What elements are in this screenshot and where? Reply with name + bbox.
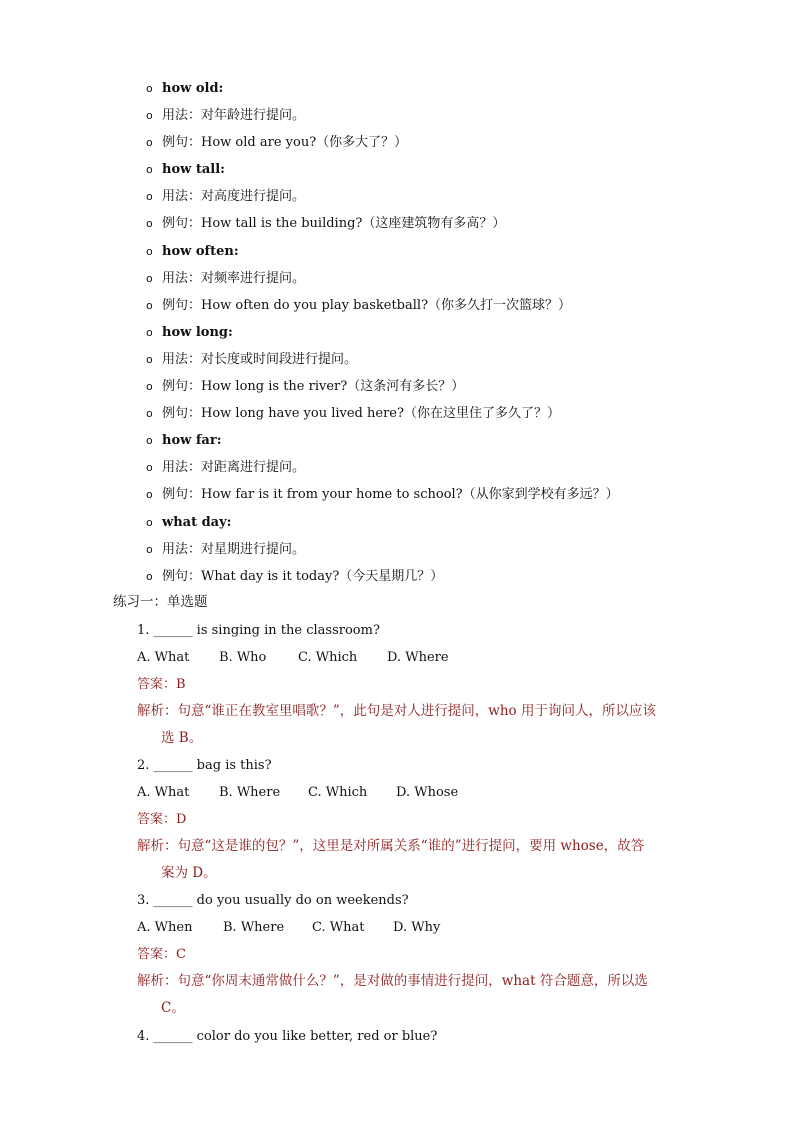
bullet-mark: o: [146, 515, 153, 529]
list-item: o 用法：对年龄进行提问。: [146, 108, 306, 124]
list-item: o 例句：How far is it from your home to school?（从你家到学校有多远？）: [146, 487, 619, 503]
list-item: o how often:: [146, 243, 239, 259]
list-item: o 例句：What day is it today?（今天星期几？）: [146, 568, 444, 584]
bullet-mark: o: [146, 82, 153, 95]
analysis-text: 解析：句意“这是谁的包？”，这里是对所属关系“谁的”进行提问，要用 whose，故答 案为 D。: [137, 838, 645, 881]
option-c: C. Which: [308, 785, 368, 800]
list-item: o 例句：How long is the river?（这条河有多长？）: [146, 379, 465, 395]
option-b: B. Where: [223, 920, 285, 935]
list-item: o 用法：对高度进行提问。: [146, 189, 306, 205]
list-item: o 用法：对距离进行提问。: [146, 460, 306, 476]
list-item: o 用法：对频率进行提问。: [146, 270, 306, 286]
bullet-mark: o: [146, 244, 153, 258]
question-stem: 3. ______ do you usually do on weekends?: [137, 893, 409, 908]
option-b: B. Where: [219, 785, 281, 800]
list-item: o 例句：How often do you play basketball?（你多久打一次篮球？）: [146, 297, 572, 313]
bullet-mark: o: [146, 488, 153, 502]
option-a: A. When: [137, 920, 193, 935]
option-a: A. What: [137, 650, 190, 665]
bullet-list: [146, 80, 619, 595]
bullet-mark: o: [146, 298, 153, 312]
section-title: 练习一：单选题: [113, 594, 208, 610]
list-item: o how far:: [146, 433, 222, 449]
bullet-mark: o: [146, 217, 153, 231]
answer-text: 答案：B: [137, 677, 186, 692]
question-options: [137, 919, 440, 936]
bullet-mark: o: [146, 271, 153, 285]
bullet-mark: o: [146, 163, 153, 177]
option-c: C. What: [312, 920, 365, 935]
question-stem: 4. ______ color do you like better, red or blue?: [137, 1029, 438, 1044]
answer-text: 答案：D: [137, 812, 187, 827]
question-stem: 2. ______ bag is this?: [137, 758, 272, 773]
analysis-text: 解析：句意“谁正在教室里唱歌？”，此句是对人进行提问，who 用于询问人，所以应该 选 B。: [137, 703, 656, 746]
bullet-mark: o: [146, 407, 153, 421]
bullet-mark: o: [146, 352, 153, 366]
bullet-mark: o: [146, 461, 153, 475]
bullet-mark: o: [146, 380, 153, 394]
option-b: B. Who: [219, 650, 267, 665]
list-item: o 例句：How long have you lived here?（你在这里住了多久了？）: [146, 406, 560, 422]
list-item: o what day:: [146, 514, 232, 530]
bullet-mark: o: [146, 542, 153, 556]
list-item: o 用法：对长度或时间段进行提问。: [146, 351, 358, 367]
option-d: D. Whose: [396, 785, 459, 800]
bullet-mark: o: [146, 325, 153, 339]
list-item: o how long:: [146, 324, 233, 340]
analysis-text: 解析：句意“你周末通常做什么？”，是对做的事情进行提问，what 符合题意，所以选 C。: [137, 973, 648, 1016]
question-options: [137, 784, 458, 801]
list-item: o 用法：对星期进行提问。: [146, 541, 306, 557]
answer-text: 答案：C: [137, 947, 186, 962]
bullet-mark: o: [146, 569, 153, 583]
option-a: A. What: [137, 785, 190, 800]
option-c: C. Which: [298, 650, 358, 665]
list-item: o how tall:: [146, 162, 225, 178]
bullet-mark: o: [146, 190, 153, 204]
list-item: o 例句：How old are you?（你多大了？）: [146, 135, 408, 151]
bullet-mark: o: [146, 109, 153, 123]
list-item: o how old:: [146, 81, 224, 96]
question-stem: 1. ______ is singing in the classroom?: [137, 623, 380, 638]
option-d: D. Why: [393, 920, 441, 935]
bullet-mark: o: [146, 136, 153, 150]
list-item: o 例句：How tall is the building?（这座建筑物有多高？）: [146, 216, 506, 232]
question-options: [137, 649, 449, 666]
bullet-mark: o: [146, 434, 153, 448]
option-d: D. Where: [387, 650, 449, 665]
